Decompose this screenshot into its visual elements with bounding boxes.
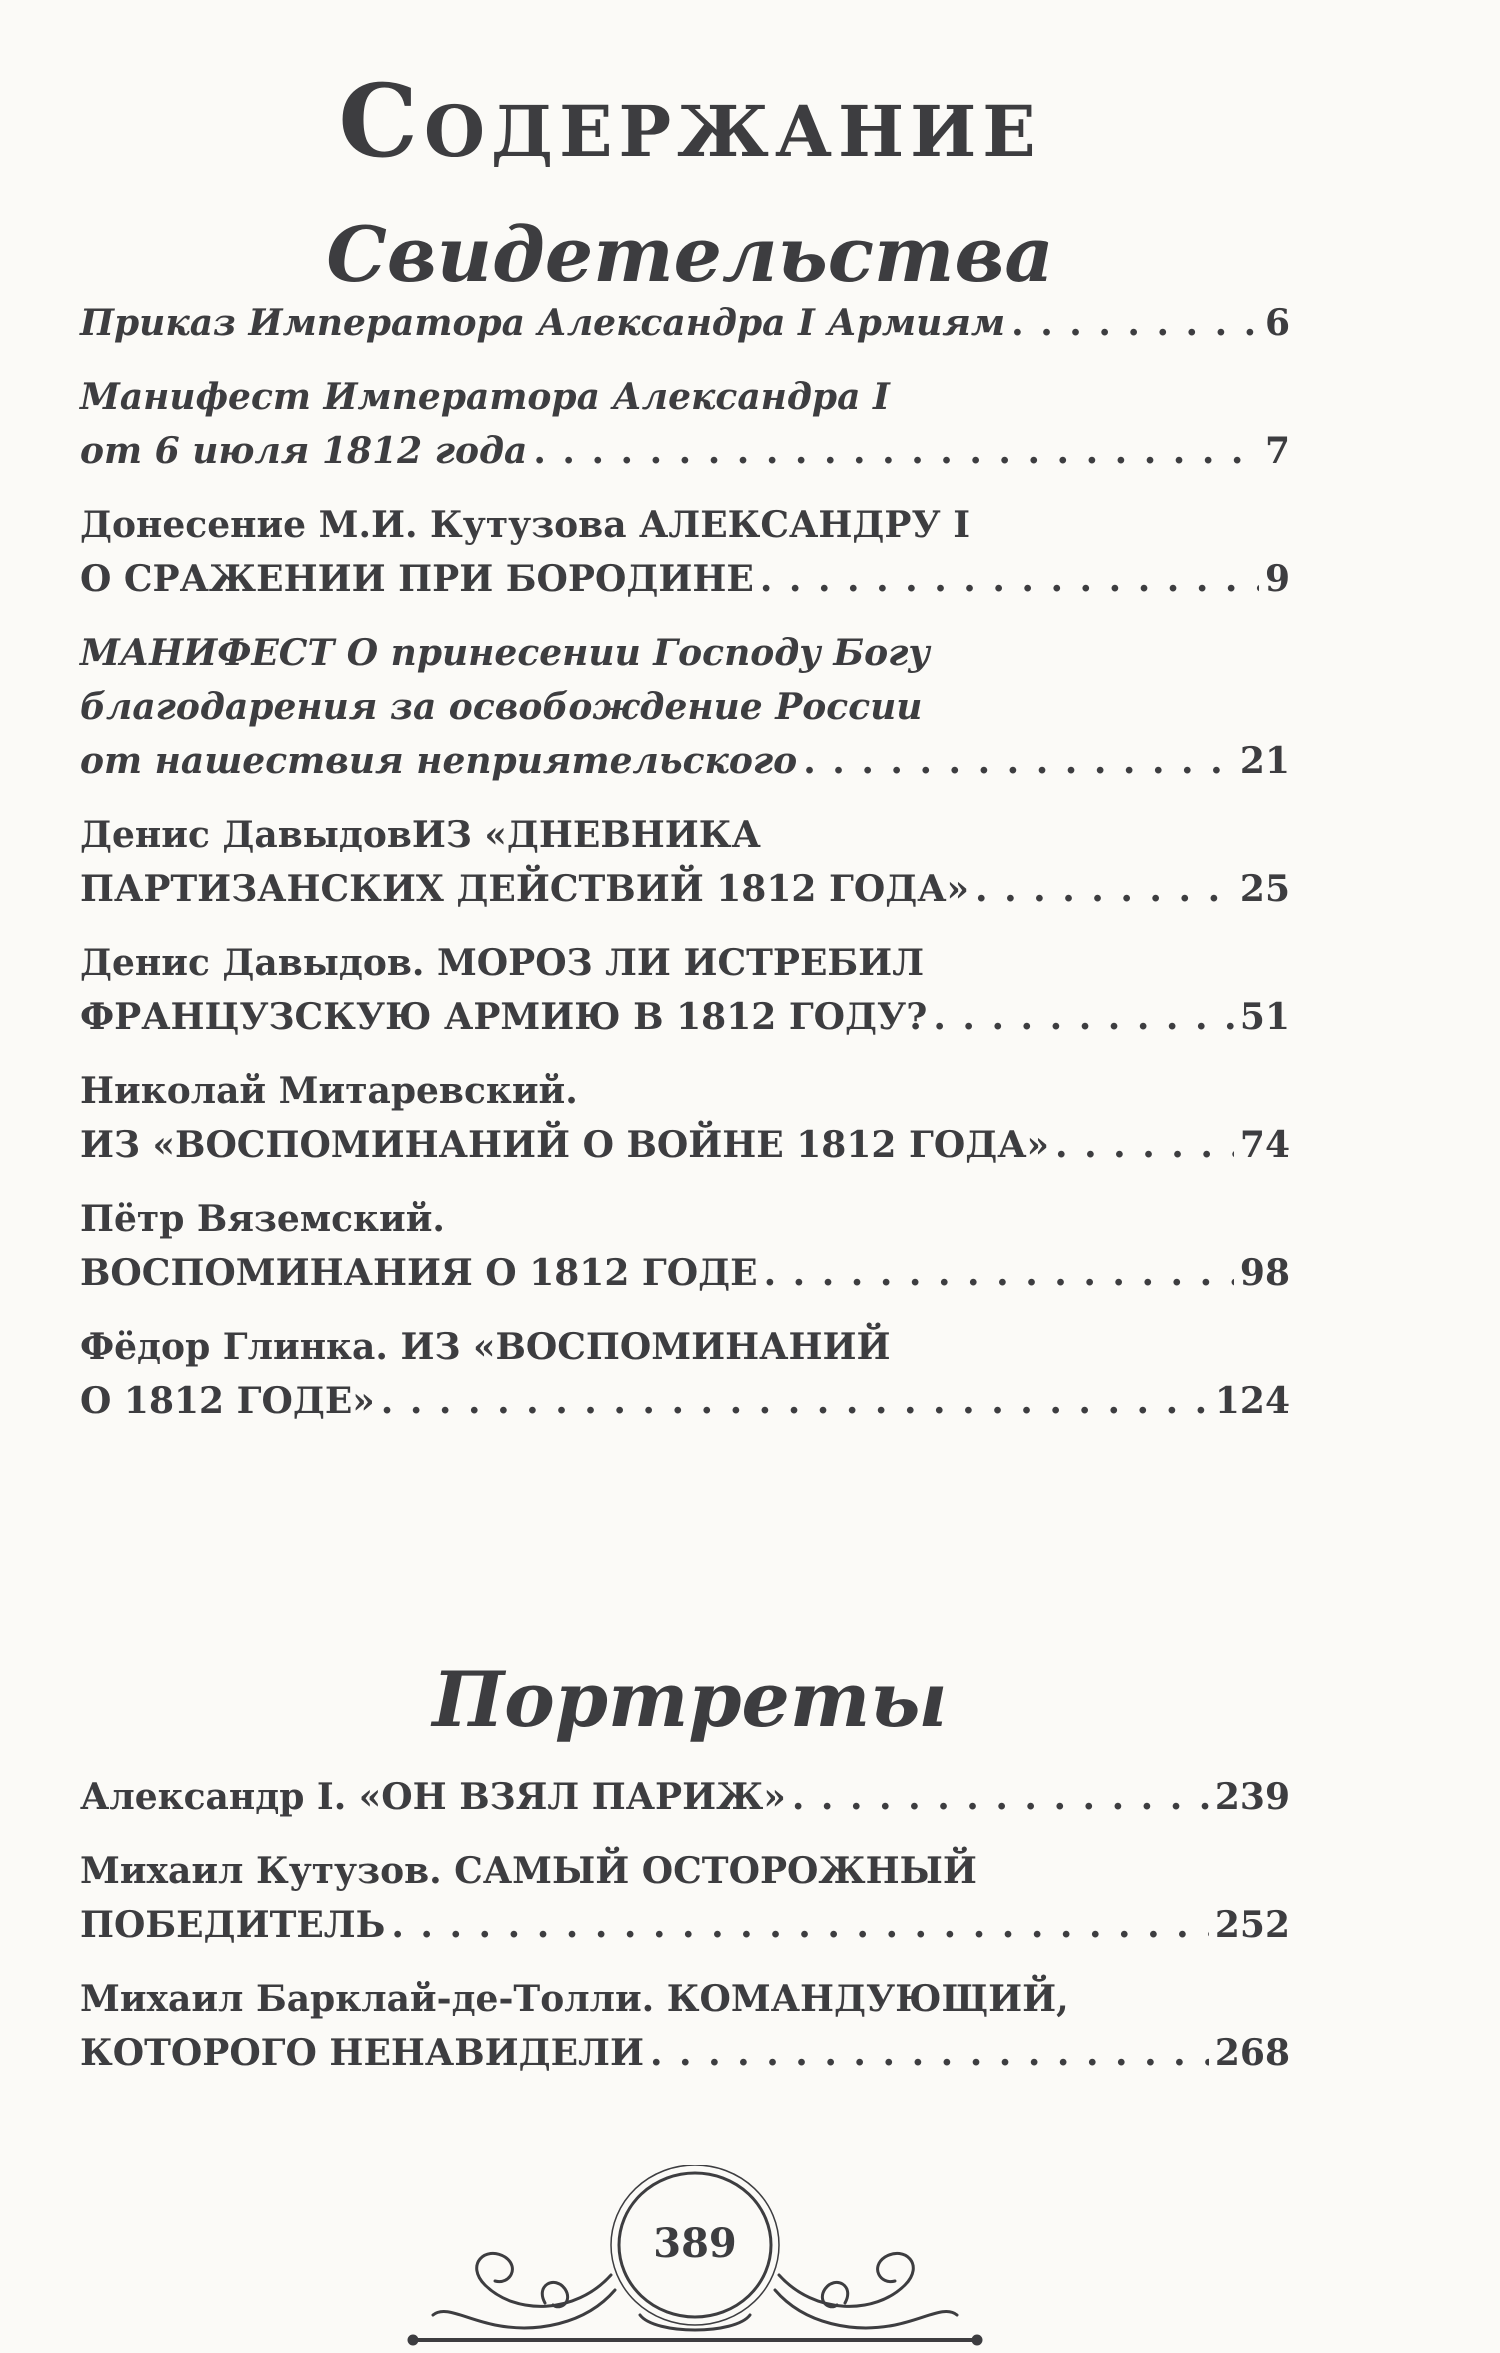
entry-page-number: 9 — [1264, 558, 1290, 600]
dot-leader — [975, 862, 1234, 916]
entry-title-line: Фёдор Глинка. ИЗ «ВОСПОМИНАНИЙ — [80, 1326, 891, 1368]
entry-title-line: Приказ Императора Александра I Армиям — [80, 302, 1006, 344]
dot-leader — [650, 2026, 1209, 2080]
entry-title-line: О СРАЖЕНИИ ПРИ БОРОДИНЕ — [80, 558, 754, 600]
toc-entry[interactable] — [80, 1844, 1290, 1952]
entry-title-line: Михаил Барклай-де-Толли. КОМАНДУЮЩИЙ, — [80, 1978, 1069, 2020]
entry-page-number: 51 — [1239, 996, 1290, 1038]
entry-page-number: 252 — [1214, 1904, 1290, 1946]
entry-title-line: Денис Давыдов. МОРОЗ ЛИ ИСТРЕБИЛ — [80, 942, 925, 984]
toc-entry[interactable] — [80, 936, 1290, 1044]
dot-leader — [760, 552, 1259, 606]
entry-title-line: Александр I. «ОН ВЗЯЛ ПАРИЖ» — [80, 1776, 786, 1818]
page-number-ornament — [385, 2165, 1005, 2349]
toc-entry[interactable] — [80, 1972, 1290, 2080]
entry-title-line: от 6 июля 1812 года — [80, 430, 528, 472]
dot-leader — [533, 424, 1259, 478]
entry-page-number: 268 — [1214, 2032, 1290, 2074]
toc-entry[interactable] — [80, 1192, 1290, 1300]
toc-entry[interactable] — [80, 296, 1290, 350]
section-title-portrety: Портреты — [432, 1655, 948, 1744]
dot-leader — [1011, 296, 1259, 350]
entry-title-line: от нашествия неприятельского — [80, 740, 798, 782]
entry-page-number: 74 — [1239, 1124, 1290, 1166]
entry-title-line: Донесение М.И. Кутузова АЛЕКСАНДРУ I — [80, 504, 971, 546]
entry-title-line: МАНИФЕСТ О принесении Господу Богу — [80, 632, 930, 674]
dot-leader — [381, 1374, 1209, 1428]
page-title: Содержание — [338, 62, 1042, 180]
entry-title-line: Николай Митаревский. — [80, 1070, 578, 1112]
toc-entry[interactable] — [80, 1320, 1290, 1428]
toc-entry[interactable] — [80, 626, 1290, 788]
dot-leader — [1055, 1118, 1234, 1172]
toc-list-portrety — [80, 1770, 1290, 2100]
entry-title-line: ФРАНЦУЗСКУЮ АРМИЮ В 1812 ГОДУ? — [80, 996, 928, 1038]
entry-title-line: ВОСПОМИНАНИЯ О 1812 ГОДЕ — [80, 1252, 758, 1294]
toc-list-svidetelstva — [80, 296, 1290, 1448]
dot-leader — [391, 1898, 1208, 1952]
dot-leader — [933, 990, 1234, 1044]
entry-page-number: 25 — [1239, 868, 1290, 910]
entry-page-number: 98 — [1239, 1252, 1290, 1294]
toc-entry[interactable] — [80, 808, 1290, 916]
entry-title-line: КОТОРОГО НЕНАВИДЕЛИ — [80, 2032, 644, 2074]
toc-entry[interactable] — [80, 370, 1290, 478]
entry-title-line: Манифест Императора Александра I — [80, 376, 890, 418]
dot-leader — [764, 1246, 1234, 1300]
entry-title-line: ПОБЕДИТЕЛЬ — [80, 1904, 386, 1946]
entry-page-number: 6 — [1264, 302, 1290, 344]
entry-page-number: 7 — [1264, 430, 1290, 472]
toc-entry[interactable] — [80, 498, 1290, 606]
dot-leader — [792, 1770, 1209, 1824]
toc-entry[interactable] — [80, 1064, 1290, 1172]
entry-title-line: Денис ДавыдовИЗ «ДНЕВНИКА — [80, 814, 761, 856]
page-number: 389 — [653, 2220, 737, 2267]
entry-title-line: Пётр Вяземский. — [80, 1198, 445, 1240]
entry-title-line: ИЗ «ВОСПОМИНАНИЙ О ВОЙНЕ 1812 ГОДА» — [80, 1124, 1050, 1166]
entry-page-number: 239 — [1214, 1776, 1290, 1818]
toc-entry[interactable] — [80, 1770, 1290, 1824]
entry-title-line: Михаил Кутузов. САМЫЙ ОСТОРОЖНЫЙ — [80, 1850, 977, 1892]
dot-leader — [803, 734, 1234, 788]
entry-page-number: 124 — [1214, 1380, 1290, 1422]
entry-title-line: О 1812 ГОДЕ» — [80, 1380, 375, 1422]
entry-title-line: благодарения за освобождение России — [80, 686, 923, 728]
entry-title-line: ПАРТИЗАНСКИХ ДЕЙСТВИЙ 1812 ГОДА» — [80, 868, 970, 910]
section-title-svidetelstva: Свидетельства — [326, 210, 1054, 299]
entry-page-number: 21 — [1239, 740, 1290, 782]
